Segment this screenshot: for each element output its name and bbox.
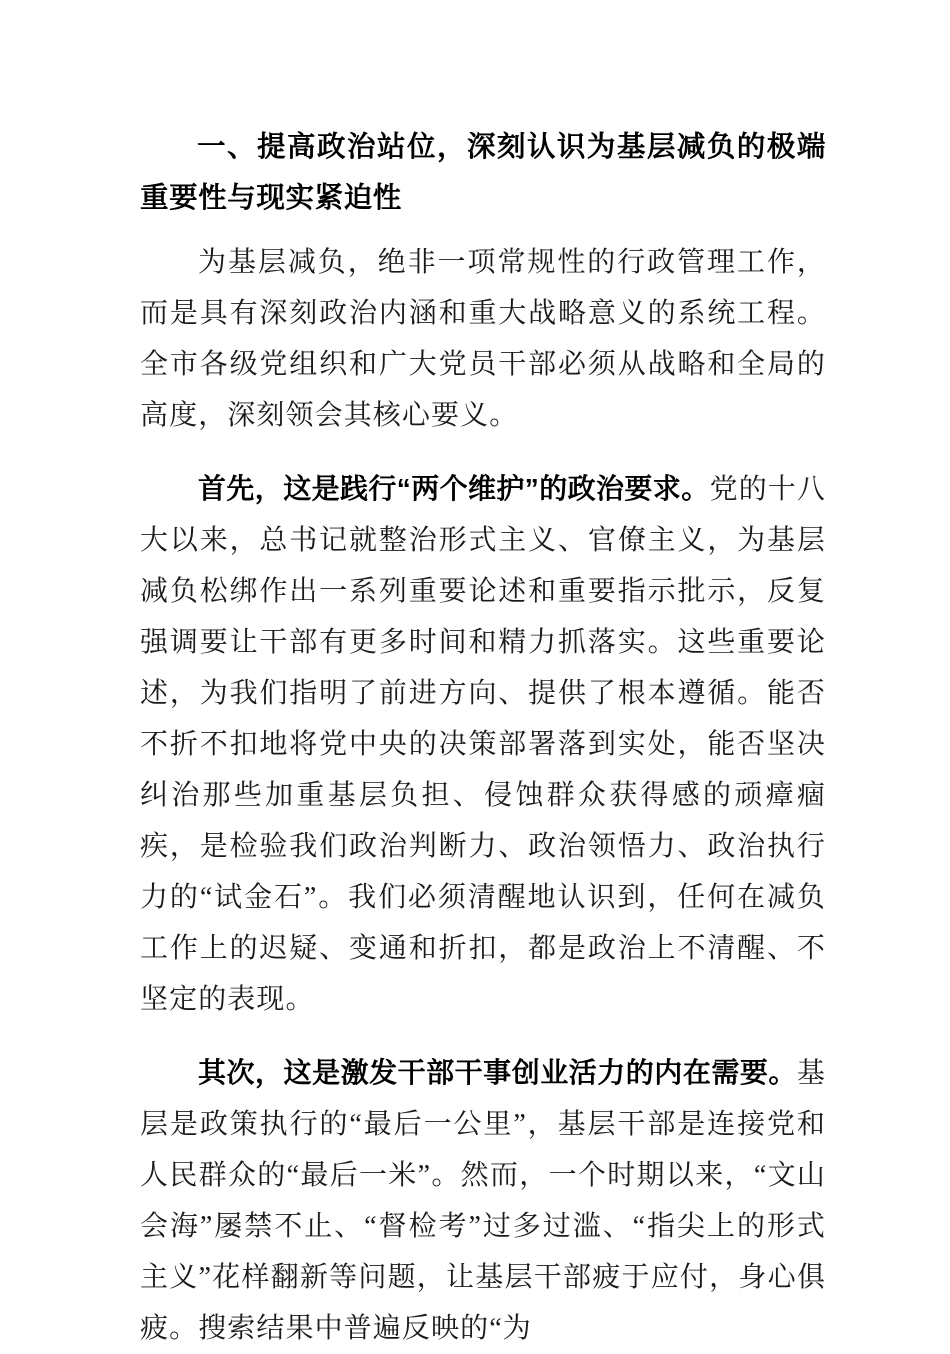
paragraph-1-text: 为基层减负，绝非一项常规性的行政管理工作，而是具有深刻政治内涵和重大战略意义的系统工程。全市各级党组织和广大党员干部必须从战略和全局的高度，深刻领会其核心要义。: [140, 247, 826, 431]
paragraph-3: [140, 1047, 826, 1354]
document-body: [140, 122, 826, 1354]
section-heading: 一、提高政治站位，深刻认识为基层减负的极端重要性与现实紧迫性: [140, 131, 826, 214]
paragraph-1: [140, 237, 826, 441]
paragraph-2: [140, 463, 826, 1025]
paragraph-3-text: 基层是政策执行的“最后一公里”，基层干部是连接党和人民群众的“最后一米”。然而，一个时期以来，“文山会海”屡禁不止、“督检考”过多过滥、“指尖上的形式主义”花样翻新等问题，让基层干部疲于应付，身心俱疲。搜索结果中普遍反映的“为: [140, 1058, 826, 1344]
paragraph-2-text: 党的十八大以来，总书记就整治形式主义、官僚主义，为基层减负松绑作出一系列重要论述和重要指示批示，反复强调要让干部有更多时间和精力抓落实。这些重要论述，为我们指明了前进方向、提供了根本遵循。能否不折不扣地将党中央的决策部署落到实处，能否坚决纠治那些加重基层负担、侵蚀群众获得感的顽瘴痼疾，是检验我们政治判断力、政治领悟力、政治执行力的“试金石”。我们必须清醒地认识到，任何在减负工作上的迟疑、变通和折扣，都是政治上不清醒、不坚定的表现。: [140, 474, 827, 1015]
paragraph-3-lead: 其次，这是激发干部干事创业活力的内在需要。: [198, 1057, 797, 1088]
paragraph-2-lead: 首先，这是践行“两个维护”的政治要求。: [198, 473, 710, 504]
